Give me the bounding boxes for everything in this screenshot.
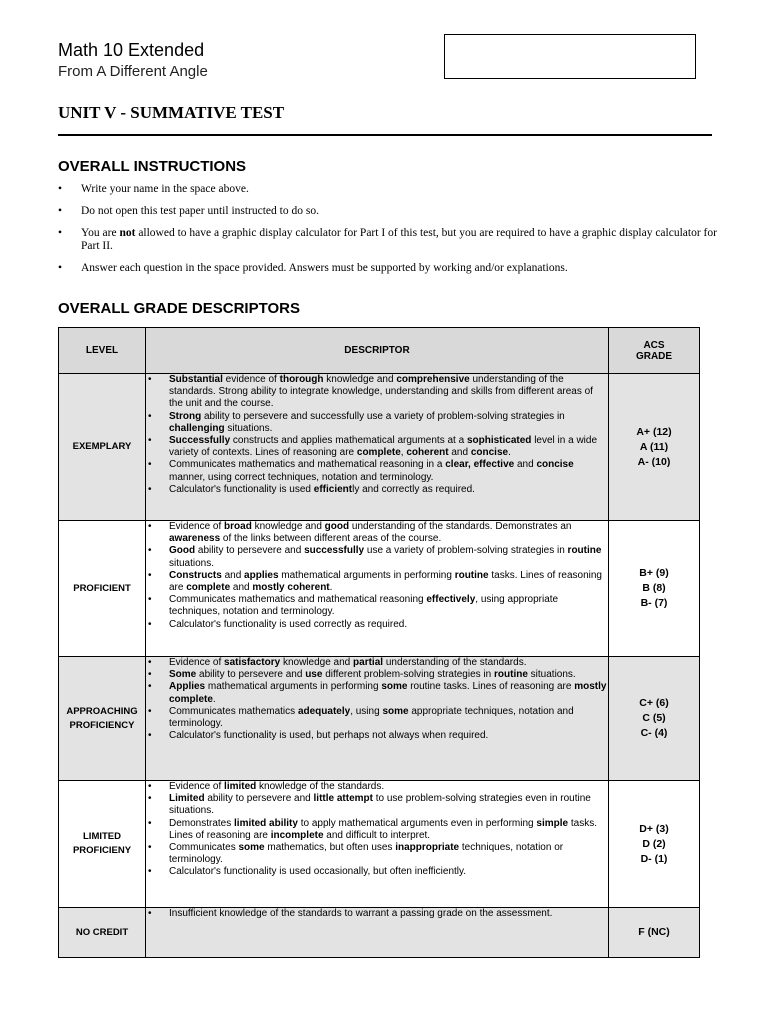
text-run: and	[230, 582, 253, 594]
text-run: understanding of the standards. Demonstrates an	[349, 521, 572, 532]
descriptor-list	[146, 657, 608, 742]
text-run: .	[329, 582, 333, 594]
emphasis-text: concise	[470, 447, 509, 459]
text-run: Evidence of	[169, 781, 225, 792]
emphasis-text: routine	[494, 669, 528, 681]
text-run: knowledge of the standards.	[256, 781, 385, 792]
text-run: , using appropriate techniques, notation and terminology.	[169, 594, 559, 618]
level-label: LIMITED	[83, 831, 121, 842]
level-label: EXEMPLARY	[72, 441, 132, 452]
descriptor-item	[146, 435, 608, 459]
descriptor-item	[146, 793, 608, 817]
text-run: different problem-solving strategies in	[322, 669, 494, 681]
descriptor-item	[146, 411, 608, 435]
grade-column-header: ACS GRADE	[609, 328, 700, 374]
text-run: to apply mathematical arguments even in performing	[297, 817, 537, 829]
descriptor-cell	[146, 781, 609, 908]
grade-cell	[609, 781, 700, 908]
descriptor-item	[146, 521, 608, 545]
descriptor-list	[146, 374, 608, 496]
descriptor-item	[146, 594, 608, 618]
text-run: , using	[350, 705, 383, 717]
emphasis-text: satisfactory	[224, 657, 281, 668]
text-run: mathematics, but often uses	[264, 842, 396, 854]
text-run: Evidence of	[169, 521, 225, 532]
text-run: mathematical arguments in performing	[205, 681, 382, 693]
emphasis-text: clear, effective	[445, 459, 515, 471]
instruction-item	[58, 262, 718, 275]
emphasis-text: limited ability	[234, 817, 298, 829]
descriptor-item	[146, 484, 608, 496]
emphasis-text: not	[119, 227, 136, 239]
text-run: and	[448, 447, 471, 459]
text-run: You are	[81, 227, 120, 239]
grade-value: C (5)	[642, 712, 666, 724]
text-run: Communicates mathematics and mathematical reasoning	[169, 594, 427, 606]
grade-value: B (8)	[642, 582, 666, 594]
descriptor-item	[146, 619, 608, 631]
emphasis-text: challenging	[169, 422, 225, 434]
emphasis-text: applies	[244, 569, 279, 581]
level-cell	[59, 908, 146, 958]
text-run: tasks. Lines of reasoning are	[169, 817, 597, 841]
emphasis-text: some	[381, 681, 408, 693]
text-run: tasks. Lines of reasoning are	[169, 569, 602, 594]
text-run: knowledge and	[323, 374, 397, 385]
text-run: allowed to have a graphic display calculator for Part I of this test, but you are required to have a graphic display calculator for Part II.	[81, 227, 717, 252]
emphasis-text: Limited	[169, 793, 205, 805]
instructions-heading: OVERALL INSTRUCTIONS	[58, 158, 247, 175]
text-run: knowledge and	[280, 657, 354, 668]
instruction-item	[58, 183, 718, 196]
text-run: Communicates mathematics	[169, 705, 298, 717]
text-run: Insufficient knowledge of the standards to warrant a passing grade on the assessment.	[169, 908, 553, 919]
text-run: of the links between different areas of the course.	[220, 533, 442, 545]
grade-value: D+ (3)	[639, 822, 669, 835]
text-run: Do not open this test paper until instructed to do so.	[81, 205, 319, 217]
level-label: PROFICIENCY	[69, 719, 135, 731]
text-run: .	[508, 447, 511, 459]
text-run: Communicates	[169, 842, 239, 854]
descriptor-item	[146, 681, 608, 705]
grade-row	[59, 521, 700, 657]
descriptor-column-header: DESCRIPTOR	[146, 328, 609, 374]
text-run: evidence of	[222, 374, 280, 385]
emphasis-text: good	[324, 521, 350, 532]
text-run: .	[212, 693, 216, 705]
grade-value: D- (1)	[640, 852, 668, 865]
text-run: Evidence of	[169, 657, 225, 668]
text-run: and	[514, 459, 537, 471]
emphasis-text: routine	[567, 545, 602, 557]
descriptor-item	[146, 818, 608, 842]
text-run: Write your name in the space above.	[81, 183, 249, 195]
emphasis-text: complete	[356, 447, 401, 459]
descriptor-cell	[146, 908, 609, 958]
emphasis-text: simple	[536, 817, 569, 829]
emphasis-text: Some	[169, 669, 197, 681]
text-run: techniques, notation or terminology.	[169, 842, 564, 866]
text-run: to use problem-solving strategies even in routine situations.	[169, 793, 591, 817]
level-cell	[59, 781, 146, 908]
text-run: knowledge and	[251, 521, 325, 532]
text-run: Calculator's functionality is used, but perhaps not always when required.	[169, 730, 489, 742]
emphasis-text: Successfully	[169, 435, 231, 447]
grade-cell	[609, 908, 700, 958]
grade-cell	[609, 374, 700, 521]
emphasis-text: broad	[224, 521, 252, 532]
emphasis-text: some	[238, 842, 265, 854]
emphasis-text: effectively	[426, 594, 476, 606]
text-run: mathematical arguments in performing	[278, 569, 455, 581]
grade-value: A+ (12)	[636, 425, 672, 438]
text-run: situations.	[169, 557, 215, 569]
grade-value: C- (4)	[640, 727, 668, 739]
text-run: routine tasks. Lines of reasoning are	[407, 681, 575, 693]
emphasis-text: adequately	[297, 705, 351, 717]
text-run: ability to persevere and	[204, 793, 314, 805]
grade-descriptor-table	[58, 327, 700, 958]
emphasis-text: routine	[454, 569, 489, 581]
descriptor-item	[146, 669, 608, 681]
descriptor-item	[146, 730, 608, 742]
emphasis-text: Substantial	[169, 374, 223, 385]
text-run: ability to persevere and	[195, 545, 305, 557]
grade-cell	[609, 521, 700, 657]
level-cell	[59, 657, 146, 781]
text-run: and	[221, 569, 245, 581]
emphasis-text: use	[305, 669, 323, 681]
emphasis-text: limited	[224, 781, 257, 792]
descriptor-list	[146, 781, 608, 879]
descriptor-item	[146, 570, 608, 594]
grade-row	[59, 908, 700, 958]
emphasis-text: coherent	[406, 447, 449, 459]
table-header-row	[59, 328, 700, 374]
descriptor-cell	[146, 374, 609, 521]
emphasis-text: Strong	[169, 410, 202, 422]
level-label: PROFICIENY	[72, 845, 132, 856]
emphasis-text: Applies	[169, 681, 206, 693]
level-label: APPROACHING	[66, 705, 138, 717]
text-run: constructs and applies mathematical arguments at a	[230, 435, 467, 447]
emphasis-text: efficient	[313, 483, 353, 495]
text-run: Demonstrates	[169, 817, 235, 829]
grade-value: B+ (9)	[639, 567, 669, 579]
course-subtitle: From A Different Angle	[58, 63, 208, 80]
text-run: situations.	[527, 669, 576, 681]
emphasis-text: incomplete	[270, 829, 324, 841]
grade-value: B- (7)	[640, 597, 668, 609]
text-run: appropriate techniques, notation and terminology.	[169, 705, 574, 730]
grade-value: F (NC)	[638, 926, 670, 938]
emphasis-text: mostly coherent	[252, 582, 330, 594]
text-run: situations.	[224, 422, 273, 434]
grade-value: A- (10)	[637, 455, 671, 468]
text-run: ly and correctly as required.	[352, 483, 475, 495]
descriptor-item	[146, 842, 608, 866]
descriptor-item	[146, 657, 608, 669]
grade-value: C+ (6)	[639, 697, 669, 709]
emphasis-text: some	[382, 705, 409, 717]
descriptor-list	[146, 521, 608, 631]
grade-value: A (11)	[639, 440, 669, 453]
emphasis-text: complete	[186, 582, 231, 594]
emphasis-text: mostly complete	[169, 681, 607, 705]
level-cell	[59, 374, 146, 521]
grade-row	[59, 781, 700, 908]
emphasis-text: awareness	[169, 533, 221, 545]
emphasis-text: little attempt	[313, 793, 373, 805]
descriptor-item	[146, 908, 608, 920]
text-run: manner, using correct techniques, notation and terminology.	[169, 471, 434, 483]
course-title: Math 10 Extended	[58, 40, 205, 60]
descriptor-item	[146, 374, 608, 411]
text-run: understanding of the standards. Strong ability to integrate knowledge, understanding and skills from different areas of the unit and the course.	[169, 374, 593, 410]
name-box[interactable]	[444, 34, 696, 79]
grade-value: D (2)	[642, 837, 666, 850]
unit-title: UNIT V - SUMMATIVE TEST	[58, 103, 285, 122]
text-run: ability to persevere and	[196, 669, 306, 681]
descriptor-cell	[146, 657, 609, 781]
emphasis-text: inappropriate	[395, 842, 460, 854]
text-run: ,	[400, 447, 407, 459]
instruction-item	[58, 227, 718, 253]
grade-row	[59, 657, 700, 781]
text-run: ability to persevere and successfully use a variety of problem-solving strategies in	[201, 410, 565, 422]
descriptor-item	[146, 459, 608, 483]
descriptor-item	[146, 781, 608, 793]
emphasis-text: sophisticated	[466, 435, 532, 447]
instructions-list	[58, 183, 718, 284]
text-run: use a variety of problem-solving strategies in	[364, 545, 568, 557]
grade-row	[59, 374, 700, 521]
emphasis-text: Good	[169, 545, 196, 557]
instruction-item	[58, 205, 718, 218]
header-divider	[58, 134, 712, 136]
text-run: Answer each question in the space provided. Answers must be supported by working and/or explanations.	[81, 262, 568, 274]
emphasis-text: thorough	[279, 374, 324, 385]
descriptor-cell	[146, 521, 609, 657]
text-run: level in a wide variety of contexts. Lines of reasoning are	[169, 435, 598, 459]
level-cell	[59, 521, 146, 657]
text-run: Calculator's functionality is used	[169, 483, 314, 495]
descriptor-item	[146, 545, 608, 569]
emphasis-text: partial	[353, 657, 384, 668]
descriptor-item	[146, 866, 608, 878]
text-run: understanding of the standards.	[383, 657, 527, 668]
descriptor-item	[146, 706, 608, 730]
level-label: NO CREDIT	[75, 926, 129, 938]
text-run: Communicates mathematics and mathematical reasoning in a	[169, 459, 446, 471]
grade-cell	[609, 657, 700, 781]
level-column-header: LEVEL	[59, 328, 146, 374]
emphasis-text: comprehensive	[396, 374, 470, 385]
text-run: Calculator's functionality is used correctly as required.	[169, 618, 408, 630]
text-run: and difficult to interpret.	[323, 829, 431, 841]
emphasis-text: successfully	[304, 545, 365, 557]
descriptors-heading: OVERALL GRADE DESCRIPTORS	[58, 300, 300, 317]
emphasis-text: Constructs	[169, 569, 222, 581]
text-run: Calculator's functionality is used occasionally, but often inefficiently.	[169, 866, 467, 878]
level-label: PROFICIENT	[73, 582, 131, 594]
descriptor-list	[146, 908, 608, 920]
emphasis-text: concise	[536, 459, 574, 471]
